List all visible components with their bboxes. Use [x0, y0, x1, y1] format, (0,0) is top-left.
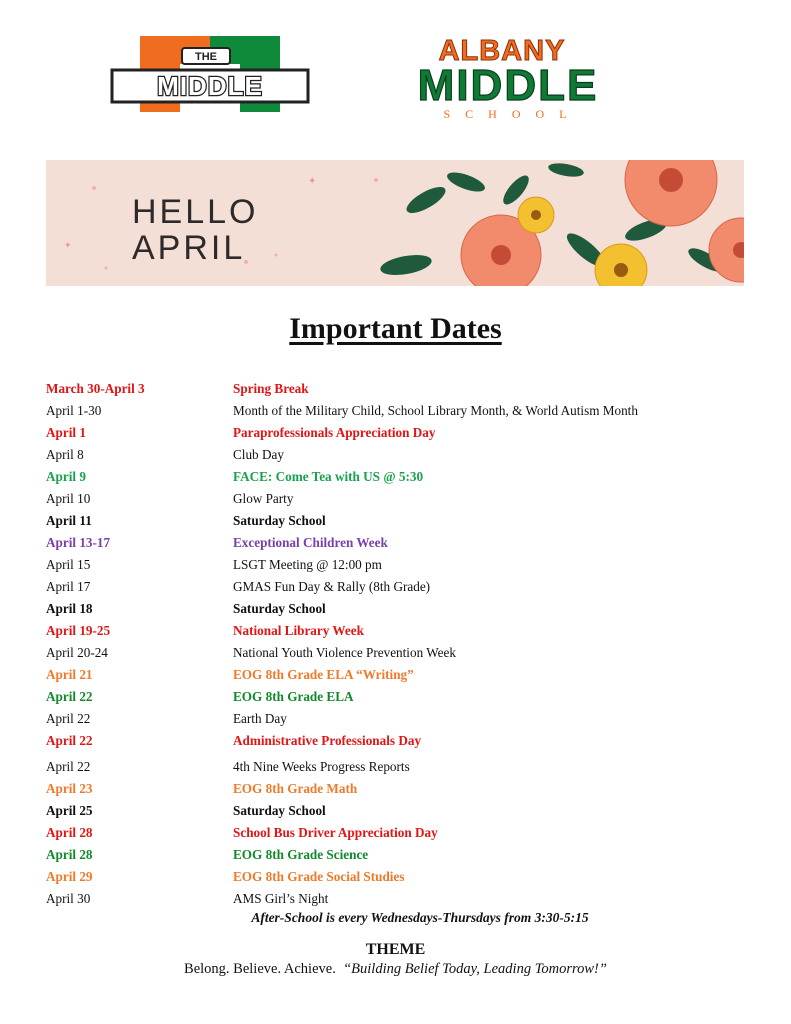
event-date: April 30 [46, 891, 91, 906]
banner-line-hello: HELLO [132, 193, 259, 231]
event-row [46, 378, 746, 400]
the-middle-logo [110, 34, 310, 114]
logo-middle-text-large: MIDDLE [417, 61, 599, 110]
event-date: April 22 [46, 711, 91, 726]
event-date: April 17 [46, 579, 91, 594]
event-name: Club Day [233, 447, 284, 462]
event-row [46, 686, 746, 708]
event-row [46, 422, 746, 444]
logo-school-text: S C H O O L [443, 107, 573, 120]
event-date: April 28 [46, 825, 93, 840]
theme-quote: “Building Belief Today, Leading Tomorrow!” [343, 961, 607, 977]
event-name: LSGT Meeting @ 12:00 pm [233, 557, 382, 572]
event-name: EOG 8th Grade ELA [233, 689, 354, 704]
logo-albany-text: ALBANY [438, 35, 566, 67]
event-row [46, 554, 746, 576]
event-date: April 11 [46, 513, 92, 528]
event-name: School Bus Driver Appreciation Day [233, 825, 438, 840]
event-date: April 1 [46, 425, 86, 440]
event-date: April 21 [46, 667, 93, 682]
event-name: AMS Girl’s Night [233, 891, 329, 906]
event-name: Saturday School [233, 803, 326, 818]
theme-line [0, 961, 791, 978]
event-row [46, 888, 746, 910]
event-name: EOG 8th Grade Science [233, 847, 369, 862]
event-date: April 13-17 [46, 535, 111, 550]
event-date: April 19-25 [46, 623, 111, 638]
event-name: Glow Party [233, 491, 294, 506]
event-name: EOG 8th Grade Social Studies [233, 869, 405, 884]
svg-text:✦: ✦ [64, 240, 72, 250]
event-row [46, 466, 746, 488]
event-name: EOG 8th Grade ELA “Writing” [233, 667, 414, 682]
event-row [46, 642, 746, 664]
event-name: FACE: Come Tea with US @ 5:30 [233, 469, 424, 484]
event-name: Saturday School [233, 601, 326, 616]
banner-greeting [132, 194, 259, 266]
theme-motto: Belong. Believe. Achieve. [184, 961, 336, 977]
event-row [46, 620, 746, 642]
event-date: April 20-24 [46, 645, 108, 660]
event-name: Month of the Military Child, School Library Month, & World Autism Month [233, 403, 638, 418]
event-date: April 9 [46, 469, 86, 484]
svg-text:✦: ✦ [308, 176, 317, 187]
event-date: April 29 [46, 869, 93, 884]
event-name: Spring Break [233, 381, 309, 396]
banner-line-april: APRIL [132, 229, 246, 267]
logo-middle-text: MIDDLE [157, 71, 263, 101]
event-date: April 1-30 [46, 403, 102, 418]
event-row [46, 598, 746, 620]
event-date: April 22 [46, 689, 93, 704]
event-date: April 25 [46, 803, 93, 818]
event-date: April 22 [46, 733, 93, 748]
event-name: National Youth Violence Prevention Week [233, 645, 456, 660]
event-row [46, 400, 746, 422]
event-row [46, 576, 746, 598]
event-date: March 30-April 3 [46, 381, 145, 396]
event-row [46, 488, 746, 510]
albany-middle-school-logo [352, 34, 664, 120]
event-name: Administrative Professionals Day [233, 733, 422, 748]
page-title: Important Dates [289, 312, 502, 345]
event-name: Paraprofessionals Appreciation Day [233, 425, 436, 440]
event-row [46, 822, 746, 844]
logo-the-text: THE [195, 51, 217, 63]
event-date: April 15 [46, 557, 91, 572]
event-name: EOG 8th Grade Math [233, 781, 358, 796]
event-date: April 23 [46, 781, 93, 796]
event-row [46, 664, 746, 686]
event-row [46, 532, 746, 554]
event-date: April 8 [46, 447, 84, 462]
event-row [46, 730, 746, 752]
event-name: National Library Week [233, 623, 364, 638]
event-row [46, 800, 746, 822]
event-row [46, 866, 746, 888]
theme-heading: THEME [365, 941, 426, 958]
event-name: Saturday School [233, 513, 326, 528]
event-row [46, 844, 746, 866]
event-row [46, 708, 746, 730]
hello-april-banner [46, 160, 744, 286]
event-row [46, 778, 746, 800]
event-date: April 10 [46, 491, 91, 506]
event-name: GMAS Fun Day & Rally (8th Grade) [233, 579, 431, 594]
event-row [46, 756, 746, 778]
event-date: April 22 [46, 759, 91, 774]
event-name: 4th Nine Weeks Progress Reports [233, 759, 410, 774]
event-date: April 18 [46, 601, 93, 616]
event-date: April 28 [46, 847, 93, 862]
event-name: Earth Day [233, 711, 287, 726]
after-school-note: After-School is every Wednesdays-Thursdays from 3:30-5:15 [251, 910, 589, 925]
event-row [46, 510, 746, 532]
event-name: Exceptional Children Week [233, 535, 388, 550]
event-row [46, 444, 746, 466]
